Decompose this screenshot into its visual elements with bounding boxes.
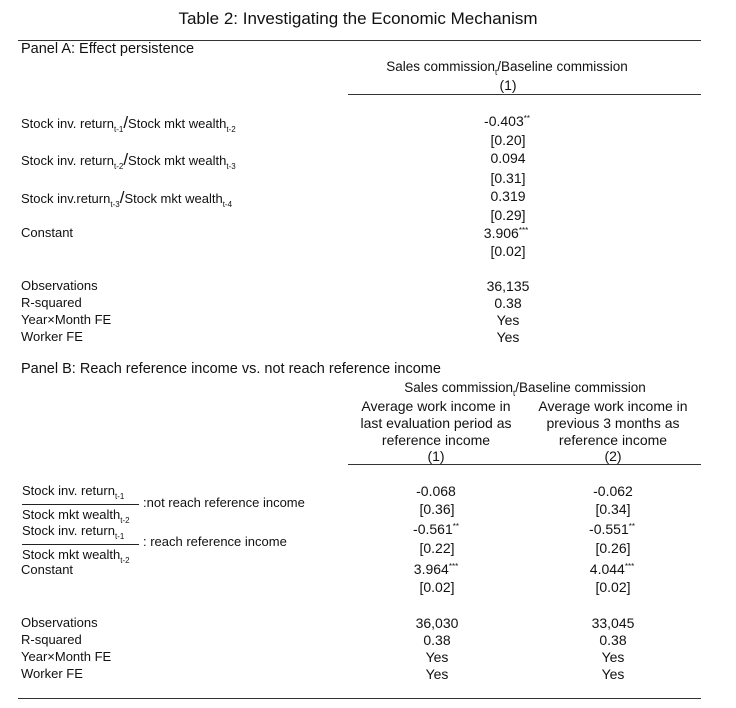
panel-a-col-num: (1) (499, 77, 517, 93)
stat-value-col1: 0.38 (423, 632, 451, 648)
panel-b-heading: Panel B: Reach reference income vs. not reach reference income (21, 361, 441, 377)
panel-b-col1-num: (1) (427, 448, 445, 464)
stat-label: R-squared (21, 632, 82, 647)
stat-value: 36,135 (486, 278, 530, 294)
panel-b-se-col2: [0.26] (595, 540, 631, 556)
panel-a-coef: 0.319 (490, 188, 526, 204)
panel-a-header-rule (348, 94, 701, 95)
condition-label: : reach reference income (143, 534, 287, 549)
panel-a-se: [0.31] (490, 170, 526, 186)
stat-value-col2: 33,045 (591, 615, 635, 631)
panel-b-col2-header: Average work income in previous 3 months as reference income (538, 398, 688, 448)
stat-value-col1: Yes (425, 666, 449, 682)
condition-label: :not reach reference income (143, 495, 305, 510)
stat-label: Year×Month FE (21, 649, 112, 664)
panel-a-row-label: Stock inv. return$_{t-1}$/Stock mkt wealth$_{t-2}$ (21, 113, 236, 134)
panel-a-dep-var: Sales commission$_t$/Baseline commission (386, 59, 628, 77)
panel-b-coef-col1: -0.068 (416, 483, 456, 499)
panel-b-col1-header: Average work income in last evaluation period as reference income (360, 398, 512, 448)
stat-value-col2: 0.38 (599, 632, 627, 648)
panel-a-heading: Panel A: Effect persistence (21, 41, 195, 57)
stat-label: Observations (21, 278, 98, 293)
panel-b-se-col1: [0.22] (419, 540, 455, 556)
panel-b-header-rule (348, 464, 701, 465)
stat-label: R-squared (21, 295, 82, 310)
panel-b-constant-se-col2: [0.02] (595, 579, 631, 595)
stat-value-col1: 36,030 (415, 615, 459, 631)
panel-b-constant-se-col1: [0.02] (419, 579, 455, 595)
table-title: Table 2: Investigating the Economic Mechanism (178, 9, 538, 28)
panel-b-col2-num: (2) (604, 448, 622, 464)
panel-a-constant-label: Constant (21, 225, 74, 240)
panel-b-coef-col2: -0.062 (593, 483, 633, 499)
stat-value: Yes (496, 329, 520, 345)
panel-a-se: [0.20] (490, 132, 526, 148)
panel-b-constant-col1: 3.964*** (413, 561, 459, 577)
panel-a-coef: -0.403** (484, 113, 530, 129)
panel-b-dep-var: Sales commission$_t$/Baseline commission (404, 380, 646, 398)
stat-value: Yes (496, 312, 520, 328)
panel-b-coef-col2: -0.551** (589, 521, 635, 537)
panel-b-constant-label: Constant (21, 562, 74, 577)
stat-label: Worker FE (21, 329, 83, 344)
fraction-bar (22, 504, 139, 505)
stat-value-col2: Yes (601, 649, 625, 665)
panel-a-se: [0.29] (490, 207, 526, 223)
panel-b-se-col2: [0.34] (595, 501, 631, 517)
stat-label: Worker FE (21, 666, 83, 681)
panel-a-row-label: Stock inv. return$_{t-2}$/Stock mkt wealth$_{t-3}$ (21, 150, 236, 171)
panel-b-constant-col2: 4.044*** (589, 561, 635, 577)
panel-a-coef: 0.094 (490, 150, 526, 166)
stat-value: 0.38 (494, 295, 522, 311)
panel-b-se-col1: [0.36] (419, 501, 455, 517)
bottom-rule (18, 698, 701, 699)
panel-a-constant-se: [0.02] (490, 243, 526, 259)
panel-b-coef-col1: -0.561** (413, 521, 459, 537)
stat-label: Observations (21, 615, 98, 630)
fraction-label: Stock inv. return$_{t-1}$ Stock mkt wealth$_{t-2}$ (22, 484, 139, 525)
panel-a-constant-coef: 3.906*** (483, 225, 529, 241)
stat-label: Year×Month FE (21, 312, 112, 327)
fraction-bar (22, 544, 139, 545)
fraction-label: Stock inv. return$_{t-1}$ Stock mkt wealth$_{t-2}$ (22, 524, 139, 565)
stat-value-col2: Yes (601, 666, 625, 682)
stat-value-col1: Yes (425, 649, 449, 665)
panel-a-row-label: Stock inv.return$_{t-3}$/Stock mkt wealth$_{t-4}$ (21, 188, 233, 209)
